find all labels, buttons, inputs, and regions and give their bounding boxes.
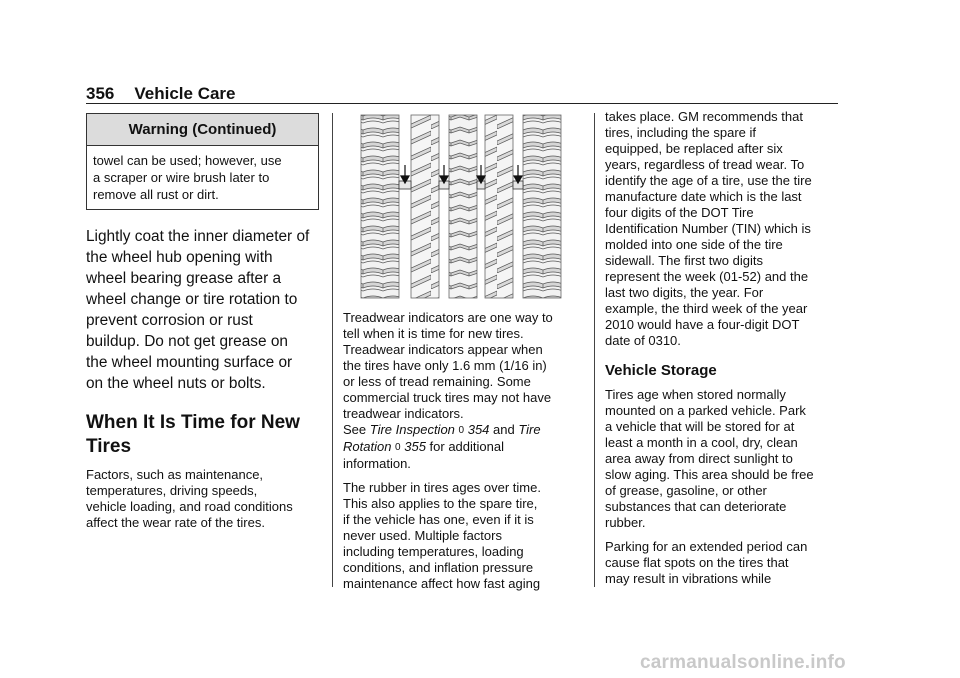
text-line: last two digits, the year. For: [605, 285, 764, 300]
text-line: Lightly coat the inner diameter of: [86, 228, 310, 245]
text-line: 2010 would have a four-digit DOT: [605, 317, 800, 332]
text-line: tires, including the spare if: [605, 125, 757, 140]
column-1: [86, 113, 319, 531]
link-tire-inspection[interactable]: Tire Inspection: [369, 422, 455, 437]
text-line: the wheel mounting surface or: [86, 354, 293, 371]
page-ref-354[interactable]: 354: [467, 422, 490, 437]
section-heading-vehicle-storage: Vehicle Storage: [605, 362, 717, 379]
warning-title: Warning (Continued): [87, 114, 318, 146]
text-line: slow aging. This area should be free: [605, 467, 814, 482]
tire-age-paragraph: [605, 109, 841, 349]
text-line: may result in vibrations while: [605, 571, 772, 586]
header-divider: [86, 103, 838, 104]
treadwear-indicator-illustration: [343, 113, 581, 300]
text-line: commercial truck tires may not have: [343, 390, 552, 405]
text-line: on the wheel nuts or bolts.: [86, 375, 266, 392]
text-line: represent the week (01-52) and the: [605, 269, 809, 284]
and-text: and: [489, 422, 519, 437]
heading-line: When It Is Time for New: [86, 412, 300, 433]
text-line: information.: [343, 456, 411, 471]
warning-box: [86, 113, 319, 210]
text-line: Factors, such as maintenance,: [86, 467, 264, 482]
text-line: mounted on a parked vehicle. Park: [605, 403, 806, 418]
treadwear-paragraph: [343, 310, 581, 472]
section-title: Vehicle Care: [134, 84, 236, 103]
text-line: date of 0310.: [605, 333, 681, 348]
text-line: including temperatures, loading: [343, 544, 524, 559]
text-line: affect the wear rate of the tires.: [86, 515, 265, 530]
warning-line: a scraper or wire brush later to: [93, 170, 270, 185]
text-line: example, the third week of the year: [605, 301, 808, 316]
text-line: Parking for an extended period can: [605, 539, 808, 554]
text-line: Treadwear indicators are one way to: [343, 310, 553, 325]
text-line: identify the age of a tire, use the tire: [605, 173, 812, 188]
section-heading-new-tires: [86, 411, 319, 459]
column-divider-1: [332, 113, 333, 587]
column-divider-2: [594, 113, 595, 587]
text-line: maintenance affect how fast aging: [343, 576, 541, 591]
text-line: conditions, and inflation pressure: [343, 560, 534, 575]
page-ref-355[interactable]: 355: [404, 439, 426, 454]
text-line: years, regardless of tread wear. To: [605, 157, 805, 172]
text-line: the wheel hub opening with: [86, 249, 273, 266]
heading-line: Tires: [86, 436, 132, 457]
text-line: or less of tread remaining. Some: [343, 374, 531, 389]
text-line: Treadwear indicators appear when: [343, 342, 543, 357]
text-line: The rubber in tires ages over time.: [343, 480, 541, 495]
link-tire-rotation-cont[interactable]: Rotation: [343, 439, 392, 454]
page-number: 356: [86, 84, 115, 103]
text-line: This also applies to the spare tire,: [343, 496, 538, 511]
text-line: a vehicle that will be stored for at: [605, 419, 795, 434]
text-line: four digits of the DOT Tire: [605, 205, 754, 220]
flat-spots-paragraph: [605, 539, 841, 587]
link-tire-rotation[interactable]: Tire: [518, 422, 541, 437]
text-line: least a month in a cool, dry, clean: [605, 435, 798, 450]
cross-reference-line: [343, 439, 581, 456]
text-line: substances that can deteriorate: [605, 499, 787, 514]
text-line: never used. Multiple factors: [343, 528, 502, 543]
page-ref-arrow-icon: 0: [395, 442, 401, 453]
text-line: Identification Number (TIN) which is: [605, 221, 811, 236]
text-line: cause flat spots on the tires that: [605, 555, 789, 570]
see-text: See: [343, 422, 370, 437]
page-ref-arrow-icon: 0: [458, 425, 465, 436]
text-line: takes place. GM recommends that: [605, 109, 803, 124]
text-line: treadwear indicators.: [343, 406, 464, 421]
text-line: manufacture date which is the last: [605, 189, 802, 204]
text-line: sidewall. The first two digits: [605, 253, 763, 268]
text-line: tell when it is time for new tires.: [343, 326, 524, 341]
text-line: prevent corrosion or rust: [86, 312, 253, 329]
text-line: wheel bearing grease after a: [86, 270, 282, 287]
warning-body: [87, 146, 318, 209]
column-3: [605, 109, 841, 587]
text-line: molded into one side of the tire: [605, 237, 783, 252]
cross-reference-line: [343, 422, 581, 439]
warning-line: remove all rust or dirt.: [93, 187, 219, 202]
text-line: the tires have only 1.6 mm (1/16 in): [343, 358, 547, 373]
page-header: [86, 84, 236, 104]
site-watermark: carmanualsonline.info: [640, 652, 846, 673]
text-line: Tires age when stored normally: [605, 387, 786, 402]
text-line: of grease, gasoline, or other: [605, 483, 767, 498]
text-line: equipped, be replaced after six: [605, 141, 783, 156]
column-2: [343, 113, 581, 592]
warning-line: towel can be used; however, use: [93, 153, 282, 168]
text-line: wheel change or tire rotation to: [86, 291, 298, 308]
text-span: for additional: [425, 439, 504, 454]
rubber-aging-paragraph: [343, 480, 581, 592]
storage-paragraph: [605, 387, 841, 531]
wear-factors-paragraph: [86, 467, 319, 531]
text-line: buildup. Do not get grease on: [86, 333, 288, 350]
text-line: rubber.: [605, 515, 646, 530]
text-line: area away from direct sunlight to: [605, 451, 793, 466]
text-line: vehicle loading, and road conditions: [86, 499, 293, 514]
text-line: if the vehicle has one, even if it is: [343, 512, 534, 527]
text-line: temperatures, driving speeds,: [86, 483, 258, 498]
hub-grease-paragraph: [86, 226, 319, 394]
